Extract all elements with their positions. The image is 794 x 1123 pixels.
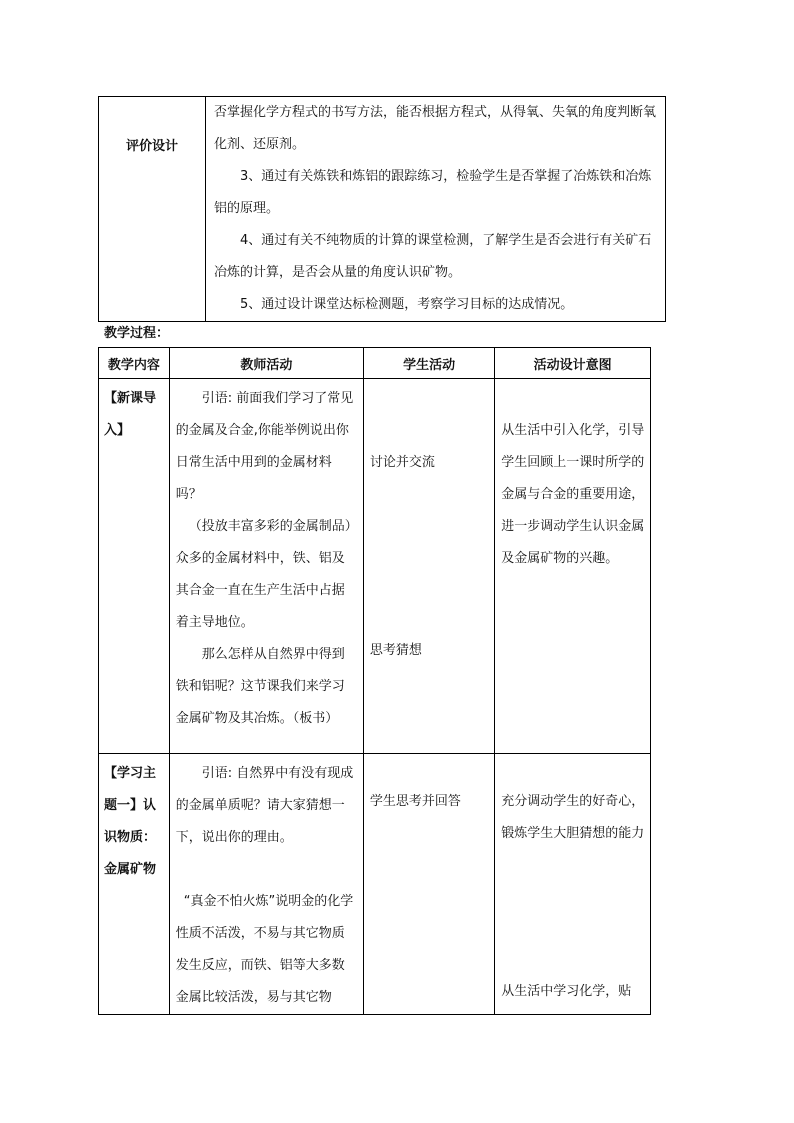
evaluation-line: 5、通过设计课堂达标检测题，考察学习目标的达成情况。 xyxy=(240,297,574,312)
teacher-activity-cell xyxy=(169,379,363,754)
design-intent: 从生活中学习化学，贴 xyxy=(501,984,632,999)
student-activity: 学生思考并回答 xyxy=(369,794,461,809)
topic-cell: 【新课导入】 xyxy=(99,379,170,754)
evaluation-table xyxy=(98,96,666,322)
design-intent: 充分调动学生的好奇心，锻炼学生大胆猜想的能力 xyxy=(501,794,645,841)
topic-cell: 【学习主题一】认识物质：金属矿物 xyxy=(99,754,170,1015)
student-activity: 讨论并交流 xyxy=(369,455,435,470)
column-header: 教师活动 xyxy=(169,348,363,379)
teacher-activity-cell xyxy=(169,754,363,1015)
teacher-paragraph: 引语: 前面我们学习了常见的金属及合金,你能举例说出你日常生活中用到的金属材料吗？ xyxy=(175,391,354,502)
table-header-row xyxy=(99,348,651,379)
design-intent: 从生活中引入化学，引导学生回顾上一课时所学的金属与合金的重要用途，进一步调动学生认识金属及金属矿物的兴趣。 xyxy=(501,423,645,566)
student-activity-cell xyxy=(363,754,494,1015)
evaluation-label: 评价设计 xyxy=(99,97,206,322)
table-row xyxy=(99,379,651,754)
evaluation-content xyxy=(206,97,666,322)
evaluation-line: 4、通过有关不纯物质的计算的课堂检测，了解学生是否会进行有关矿石冶炼的计算，是否会从量的角度认识矿物。 xyxy=(214,233,652,280)
student-activity-cell xyxy=(363,379,494,754)
teacher-paragraph: 引语: 自然界中有没有现成的金属单质呢？请大家猜想一下，说出你的理由。 xyxy=(175,766,354,845)
student-activity: 思考猜想 xyxy=(369,643,422,658)
evaluation-line: 3、通过有关炼铁和炼铝的跟踪练习，检验学生是否掌握了冶炼铁和冶炼铝的原理。 xyxy=(214,169,652,216)
section-title: 教学过程： xyxy=(104,326,170,341)
evaluation-line: 否掌握化学方程式的书写方法，能否根据方程式，从得氧、失氧的角度判断氧化剂、还原剂。 xyxy=(214,105,657,152)
column-header: 教学内容 xyxy=(99,348,170,379)
column-header: 学生活动 xyxy=(363,348,494,379)
teacher-paragraph: （投放丰富多彩的金属制品）众多的金属材料中，铁、铝及其合金一直在生产生活中占据着主导地位。 xyxy=(175,519,352,630)
column-header: 活动设计意图 xyxy=(495,348,651,379)
design-intent-cell xyxy=(495,754,651,1015)
process-table xyxy=(98,347,651,1015)
table-row xyxy=(99,754,651,1015)
teacher-paragraph: “真金不怕火炼”说明金的化学性质不活泼，不易与其它物质发生反应，而铁、铝等大多数金属比较活泼，易与其它物 xyxy=(175,894,354,1005)
design-intent-cell xyxy=(495,379,651,754)
teacher-paragraph: 那么怎样从自然界中得到铁和铝呢？这节课我们来学习金属矿物及其冶炼。（板书） xyxy=(175,647,345,726)
